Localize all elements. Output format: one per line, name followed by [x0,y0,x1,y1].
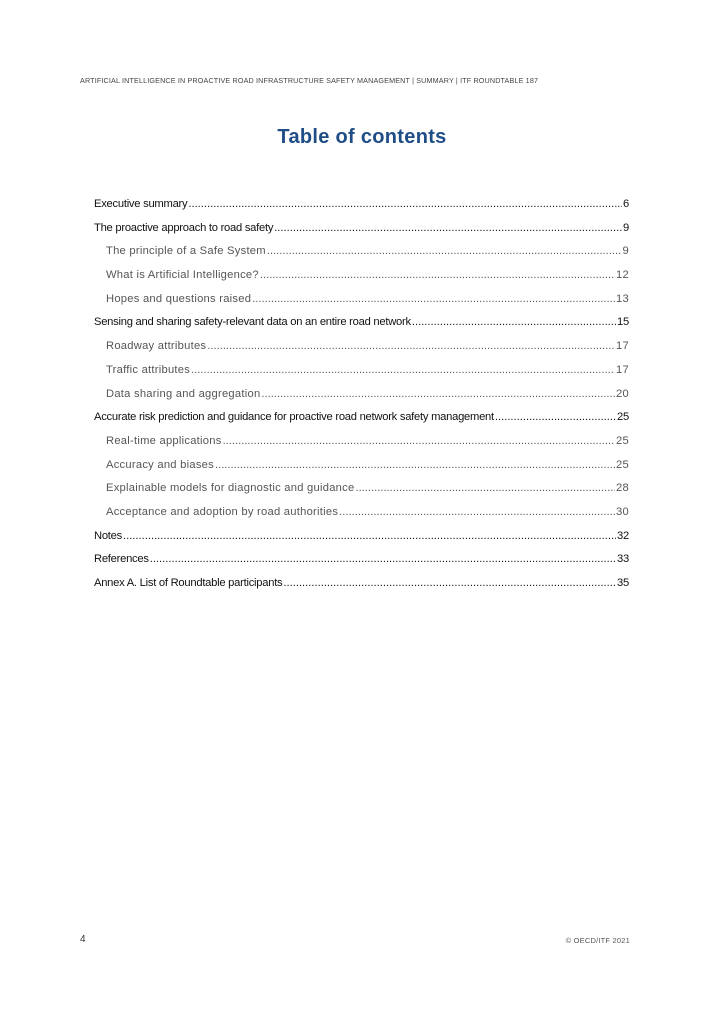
toc-entry-label: Accurate risk prediction and guidance for proactive road network safety management [94,411,494,424]
toc-entry-section[interactable] [94,386,629,410]
toc-entry-section[interactable] [94,362,629,386]
toc-entry-page: 17 [616,340,629,353]
toc-entry-label: The principle of a Safe System [106,245,266,258]
toc-entry-page: 35 [617,577,629,589]
toc-dot-leader [188,196,622,212]
toc-entry-section[interactable] [94,338,629,362]
toc-entry-label: Real-time applications [106,434,222,447]
toc-dot-leader [123,528,616,544]
toc-entry-page: 6 [623,198,629,210]
toc-entry-label: Roadway attributes [106,340,207,353]
toc-entry-label: Sensing and sharing safety-relevant data on an entire road network [94,316,411,329]
toc-entry-page: 9 [622,245,629,258]
toc-dot-leader [495,409,616,425]
toc-dot-leader [260,267,615,283]
toc-entry-page: 32 [617,529,629,542]
toc-dot-leader [191,362,615,378]
footer-copyright: © OECD/ITF 2021 [565,936,630,945]
toc-dot-leader [274,220,622,236]
toc-entry-page: 25 [616,458,629,471]
toc-dot-leader [207,338,615,354]
toc-entry-page: 9 [623,221,629,234]
toc-entry-page: 25 [617,411,629,424]
footer-page-number: 4 [80,934,86,945]
toc-entry-label: Accuracy and biases [106,458,214,471]
toc-entry-label: Explainable models for diagnostic and guidance [106,482,355,495]
toc-entry-label: References [94,553,149,566]
toc-dot-leader [261,386,615,402]
toc-entry-label: Annex A. List of Roundtable participants [94,577,283,589]
toc-entry-label: Traffic attributes [106,363,191,376]
table-of-contents [94,196,629,599]
toc-entry-label: What is Artificial Intelligence? [106,269,259,282]
toc-entry-label: Hopes and questions raised [106,292,252,305]
toc-dot-leader [412,314,616,330]
toc-entry-section[interactable] [94,504,629,528]
toc-entry-label: Executive summary [94,198,188,210]
toc-entry-chapter[interactable] [94,528,629,552]
toc-dot-leader [223,433,615,449]
toc-entry-label: Notes [94,529,122,542]
toc-dot-leader [339,504,615,520]
toc-entry-chapter[interactable] [94,409,629,433]
toc-dot-leader [252,291,615,307]
toc-entry-section[interactable] [94,267,629,291]
toc-entry-chapter[interactable] [94,314,629,338]
toc-dot-leader [267,243,622,259]
toc-entry-chapter[interactable] [94,220,629,244]
toc-entry-page: 33 [617,553,629,566]
toc-entry-chapter[interactable] [94,551,629,575]
toc-entry-section[interactable] [94,243,629,267]
toc-dot-leader [283,575,616,591]
toc-entry-chapter[interactable] [94,196,629,220]
toc-entry-page: 13 [616,292,629,305]
page-title: Table of contents [277,126,447,148]
toc-entry-section[interactable] [94,291,629,315]
toc-entry-page: 28 [616,482,629,495]
toc-dot-leader [215,457,615,473]
toc-entry-label: Data sharing and aggregation [106,387,261,400]
toc-dot-leader [150,551,616,567]
toc-entry-page: 20 [616,387,629,400]
toc-entry-section[interactable] [94,480,629,504]
running-header: ARTIFICIAL INTELLIGENCE IN PROACTIVE ROAD INFRASTRUCTURE SAFETY MANAGEMENT | SUMMARY | ITF ROUNDTABLE 187 [80,76,539,85]
toc-entry-section[interactable] [94,457,629,481]
toc-entry-chapter[interactable] [94,575,629,599]
toc-entry-section[interactable] [94,433,629,457]
toc-entry-page: 12 [616,269,629,282]
toc-entry-label: Acceptance and adoption by road authorities [106,505,339,518]
toc-entry-page: 30 [616,505,629,518]
toc-dot-leader [355,480,615,496]
toc-entry-label: The proactive approach to road safety [94,221,274,234]
toc-entry-page: 17 [616,363,629,376]
toc-entry-page: 25 [616,434,629,447]
toc-entry-page: 15 [617,316,629,329]
